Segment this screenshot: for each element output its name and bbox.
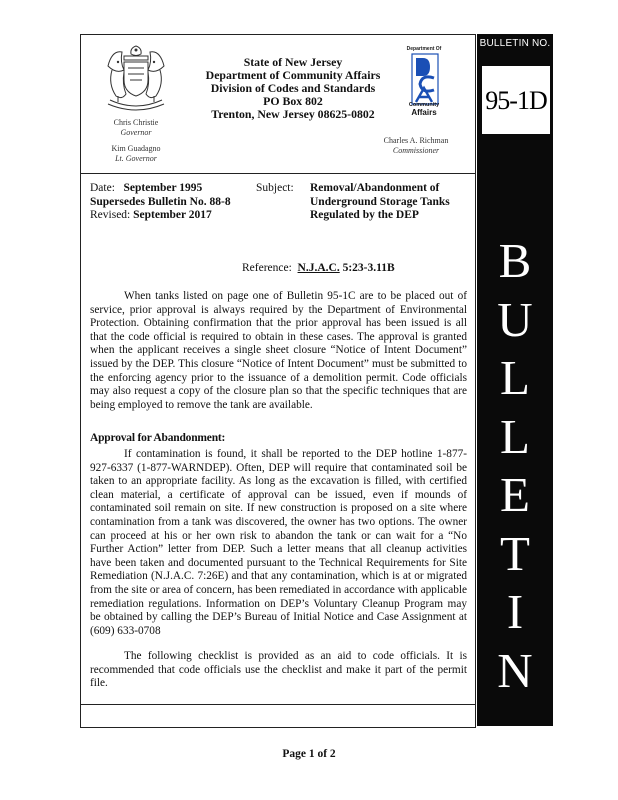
letter-l: L [500,408,530,464]
revised-label: Revised: [90,209,131,221]
division-name: Division of Codes and Standards [210,81,376,95]
paragraph-3-text: The following checklist is provided as an aid to code officials. It is recommended that code officials use the checklist and make it part of the permit file. [90,650,467,690]
paragraph-1-text: When tanks listed on page one of Bulletin 95-1C are to be placed out of service, prior approval is always required by the Department of Environmental Protection. Obtaining confirmation that the prior approval has been issued is all that the code official is required to obtain in these cases. The approval is granted when the applicant receives a single sheet closure “Notice of Intent Document” issued by the DEP. This closure “Notice of Intent Document” must be submitted to the enforcing agency prior to the issuance of a demolition permit. Code officials may also request a copy of the closure plan so that the specific techniques that are being employed to remove the tank are available. [90,290,467,411]
logo-bottom-text [398,102,450,116]
date-block [90,182,250,223]
subject-line-3: Regulated by the DEP [310,209,419,221]
letter-u: U [497,291,533,347]
date-label: Date: [90,182,115,194]
vertical-bulletin-word [477,233,553,704]
date-value: September 1995 [123,182,203,194]
subject-block [310,182,470,223]
state-name: State of New Jersey [243,55,343,69]
letter-n: N [497,642,533,698]
reference-code: N.J.A.C. [297,262,340,274]
subject-line-1: Removal/Abandonment of [310,182,440,194]
paragraph-2 [90,448,467,638]
letter-t: T [500,525,530,581]
revised-value: September 2017 [133,209,212,221]
subject-label: Subject: [256,182,294,194]
letter-b: B [498,233,532,288]
logo-affairs: Affairs [411,108,437,117]
letter-l: L [500,350,530,405]
city-zip: Trenton, New Jersey 08625-0802 [211,107,375,121]
department-name: Department of Community Affairs [205,68,381,82]
reference-line [242,262,395,274]
logo-community: Community [408,102,440,108]
letter-e: E [500,467,530,522]
department-address [188,56,398,121]
commissioner-name: Charles A. Richman [383,136,449,145]
commissioner-title: Commissioner [392,146,440,155]
governor-title: Governor [120,128,152,137]
logo-top-text: Department Of [406,46,442,52]
governor-name: Chris Christie [113,118,159,127]
lt-governor-block [84,144,188,164]
lt-governor-name: Kim Guadagno [111,144,161,153]
lt-governor-title: Lt. Governor [115,154,157,163]
commissioner-block [364,136,468,156]
letter-i: I [506,584,524,639]
reference-label: Reference: [242,262,292,274]
governor-block [84,118,188,138]
paragraph-3 [90,650,467,691]
paragraph-2-text: If contamination is found, it shall be reported to the DEP hotline 1-877-927-6337 (1-877-WARNDEP). Often, DEP will require that contaminated soil be taken to an appropriate facility. As long as the excavation is filled, with certified clean material, a certificate of approval can be issued, even if mounds of contaminated soil remain on site. If new construction is proposed on a site where contamination from a tank was discovered, the owner has two options. The owner can proceed at his or her own risk to abandon the tank or can wait for a “No Further Action” letter from DEP. Such a letter means that all cleanup activities have been taken and documented pursuant to the Technical Requirements for Site Remediation (N.J.A.C. 7:26E) and that any contamination, which is at or migrated from the site or area of concern, has been remediated in accordance with applicable remediation regulations. Information on DEP’s Voluntary Cleanup Program may be obtained by calling the DEP’s Bureau of Initial Notice and Case Assignment at (609) 633-0708 [90,448,468,637]
bulletin-no-label: BULLETIN NO. [479,38,551,49]
state-seal-icon [98,42,174,114]
header-divider [80,173,476,174]
paragraph-1 [90,290,467,412]
supersedes-text: Supersedes Bulletin No. 88-8 [90,195,231,208]
footer-divider [80,704,476,705]
po-box: PO Box 802 [263,94,323,108]
bulletin-number: 95-1D [485,86,547,115]
section-heading: Approval for Abandonment: [90,432,226,444]
page-number: Page 1 of 2 [282,748,336,760]
reference-section: 5:23-3.11B [342,262,395,274]
subject-line-2: Underground Storage Tanks [310,195,450,208]
